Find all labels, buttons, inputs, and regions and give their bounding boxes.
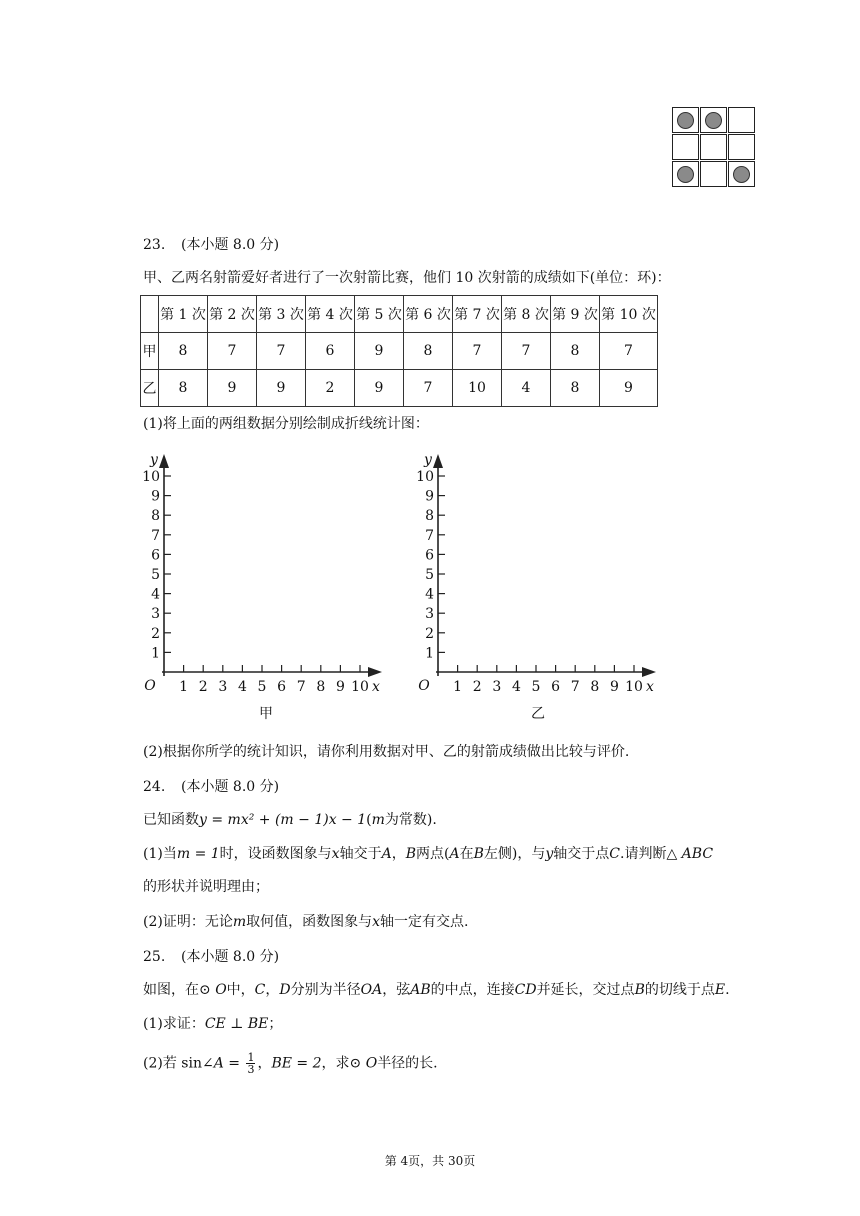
y-tick-label: 5: [425, 567, 434, 583]
grid-cell: [672, 134, 699, 160]
text: 时，设函数图象与: [219, 846, 332, 862]
variable: B: [473, 846, 484, 862]
x-tick-label: 1: [453, 679, 463, 695]
q24-intro: [143, 810, 437, 830]
x-axis-arrow-icon: [642, 667, 656, 677]
q25-part1: [143, 1014, 282, 1034]
text: (1)当: [143, 846, 177, 862]
score-cell: 8: [159, 370, 208, 407]
variable: m: [232, 914, 247, 930]
score-cell: 4: [502, 370, 551, 407]
variable: A: [213, 1055, 224, 1072]
variable: C: [254, 982, 266, 998]
q24-points: (本小题 8.0 分): [181, 779, 280, 795]
q24-number: 24.: [143, 779, 166, 795]
q23-points: (本小题 8.0 分): [181, 237, 280, 253]
column-header: 第 7 次: [453, 296, 502, 333]
x-tick-label: 6: [277, 679, 287, 695]
y-tick-label: 3: [151, 606, 160, 623]
q25-points: (本小题 8.0 分): [181, 949, 280, 965]
text: 在: [459, 846, 474, 862]
text: 并延长，交过点: [536, 982, 635, 998]
column-header: 第 10 次: [600, 296, 658, 333]
column-header: 第 3 次: [257, 296, 306, 333]
grid-cell: [700, 107, 727, 133]
x-tick-label: 7: [570, 679, 580, 695]
score-cell: 7: [453, 333, 502, 370]
text: 轴交于点: [553, 846, 610, 862]
origin-label: O: [144, 678, 156, 694]
y-axis-arrow-icon: [159, 454, 169, 468]
x-tick-label: 7: [296, 679, 306, 695]
text: 如图，在⊙: [143, 982, 216, 998]
text: (: [366, 812, 372, 828]
variable: x: [372, 914, 381, 930]
score-table-corner: [141, 296, 159, 333]
origin-label: O: [418, 678, 430, 694]
y-tick-label: 6: [425, 547, 434, 564]
y-tick-label: 1: [425, 645, 434, 662]
y-tick-label: 9: [151, 488, 160, 505]
y-tick-label: 7: [425, 527, 434, 544]
score-cell: 9: [355, 333, 404, 370]
column-header: 第 8 次: [502, 296, 551, 333]
blank-line-chart-yi: [414, 446, 674, 736]
score-cell: 2: [306, 370, 355, 407]
y-tick-label: 4: [425, 586, 434, 603]
y-tick-label: 1: [151, 645, 160, 662]
variable: D: [279, 982, 291, 998]
variable: B: [634, 982, 645, 998]
variable-m: m: [371, 812, 385, 828]
x-axis-arrow-icon: [368, 667, 382, 677]
variable: ABC: [681, 846, 714, 862]
y-axis-arrow-icon: [433, 454, 443, 468]
y-tick-label: 6: [151, 547, 160, 564]
variable: A: [449, 846, 460, 862]
page-footer: 第 4页，共 30页: [384, 1154, 476, 1168]
grid-cell: [672, 107, 699, 133]
x-tick-label: 9: [335, 679, 345, 695]
q23-heading: [143, 234, 279, 254]
text: (2)证明：无论: [143, 914, 233, 930]
variable: OA: [360, 982, 383, 998]
variable: y: [545, 846, 554, 862]
text: (2)若 sin∠: [143, 1055, 214, 1072]
score-cell: 8: [404, 333, 453, 370]
q23-part1: (1)将上面的两组数据分别绘制成折线统计图：: [143, 416, 429, 432]
grid-cell: [728, 134, 755, 160]
y-tick-label: 2: [151, 625, 160, 642]
q25-intro: [143, 980, 730, 1000]
text: (1)求证：: [143, 1016, 205, 1032]
perpendicular-formula: CE ⊥ BE: [204, 1016, 269, 1032]
circle-dot-icon: [677, 112, 694, 129]
text: ；: [268, 1016, 283, 1032]
text: =: [223, 1055, 245, 1072]
grid-cell: [700, 134, 727, 160]
x-tick-label: 5: [531, 679, 541, 695]
denominator: 3: [247, 1063, 255, 1076]
variable: O: [215, 982, 227, 998]
score-cell: 7: [502, 333, 551, 370]
text: 的切线于点: [644, 982, 715, 998]
q23-number: 23.: [143, 237, 166, 253]
score-cell: 9: [257, 370, 306, 407]
variable: O: [365, 1055, 378, 1072]
y-tick-label: 10: [142, 469, 160, 485]
x-tick-label: 2: [472, 679, 482, 695]
x-tick-label: 1: [179, 679, 189, 695]
variable: A: [381, 846, 392, 862]
text: 的中点，连接: [430, 982, 515, 998]
variable: E: [714, 982, 726, 998]
function-formula: y = mx² + (m − 1)x − 1: [199, 812, 367, 828]
text: .: [725, 982, 730, 998]
condition-formula: m = 1: [176, 846, 220, 862]
text: 半径的长.: [377, 1055, 438, 1072]
x-tick-label: 9: [609, 679, 619, 695]
score-cell: 7: [257, 333, 306, 370]
y-tick-label: 10: [416, 469, 434, 485]
grid-cell: [672, 161, 699, 187]
text: 已知函数: [143, 812, 199, 828]
x-axis-label: x: [646, 679, 654, 695]
column-header: 第 5 次: [355, 296, 404, 333]
x-tick-label: 3: [218, 679, 228, 695]
y-tick-label: 8: [151, 508, 160, 525]
score-cell: 7: [600, 333, 658, 370]
text: 中，: [226, 982, 255, 998]
q23-part2: (2)根据你所学的统计知识，请你利用数据对甲、乙的射箭成绩做出比较与评价.: [143, 744, 630, 760]
condition-formula: BE = 2: [271, 1055, 322, 1072]
score-cell: 8: [551, 370, 600, 407]
score-cell: 9: [208, 370, 257, 407]
score-cell: 7: [208, 333, 257, 370]
x-tick-label: 5: [257, 679, 267, 695]
column-header: 第 9 次: [551, 296, 600, 333]
text: ，求⊙: [321, 1055, 366, 1072]
fraction: [246, 1052, 255, 1075]
x-tick-label: 6: [551, 679, 561, 695]
score-cell: 8: [551, 333, 600, 370]
variable: CD: [514, 982, 537, 998]
y-axis-label: y: [424, 452, 432, 468]
x-tick-label: 10: [625, 679, 643, 695]
variable: x: [331, 846, 340, 862]
text: 取何值，函数图象与: [246, 914, 373, 930]
text: ，弦: [382, 982, 411, 998]
text: 两点(: [416, 846, 450, 862]
score-cell: 10: [453, 370, 502, 407]
dot-grid-figure: [672, 107, 756, 189]
variable: AB: [410, 982, 431, 998]
variable: C: [609, 846, 620, 862]
score-table-header-row: [141, 296, 658, 333]
q24-part1: [143, 844, 713, 864]
y-tick-label: 8: [425, 508, 434, 525]
numerator: 1: [247, 1051, 255, 1064]
score-table-row: [141, 333, 658, 370]
x-axis-label: x: [372, 679, 380, 695]
q24-part1-line2: 的形状并说明理由；: [143, 879, 269, 895]
column-header: 第 1 次: [159, 296, 208, 333]
q25-heading: [143, 946, 279, 966]
score-table-row: [141, 370, 658, 407]
text: ，: [391, 846, 406, 862]
variable: B: [405, 846, 416, 862]
text: 左侧)，与: [483, 846, 546, 862]
q25-part2: [143, 1052, 438, 1075]
blank-line-chart-jia: [140, 446, 400, 736]
y-tick-label: 7: [151, 527, 160, 544]
text: 为常数).: [384, 812, 437, 828]
row-label: 乙: [141, 370, 159, 407]
x-tick-label: 3: [492, 679, 502, 695]
y-tick-label: 9: [425, 488, 434, 505]
x-tick-label: 2: [198, 679, 208, 695]
score-cell: 7: [404, 370, 453, 407]
circle-dot-icon: [705, 112, 722, 129]
chart-caption: 乙: [531, 706, 545, 722]
score-cell: 9: [600, 370, 658, 407]
circle-dot-icon: [733, 166, 750, 183]
circle-dot-icon: [677, 166, 694, 183]
x-tick-label: 8: [316, 679, 326, 695]
x-tick-label: 4: [511, 679, 521, 695]
text: ，: [257, 1055, 272, 1072]
text: 轴一定有交点.: [380, 914, 469, 930]
y-tick-label: 3: [425, 606, 434, 623]
x-tick-label: 4: [237, 679, 247, 695]
y-tick-label: 5: [151, 567, 160, 583]
q24-heading: [143, 776, 279, 796]
score-table: [140, 295, 658, 407]
column-header: 第 2 次: [208, 296, 257, 333]
y-tick-label: 4: [151, 586, 160, 603]
column-header: 第 6 次: [404, 296, 453, 333]
q23-intro: 甲、乙两名射箭爱好者进行了一次射箭比赛，他们 10 次射箭的成绩如下(单位：环)：: [143, 270, 671, 286]
x-tick-label: 8: [590, 679, 600, 695]
grid-cell: [728, 107, 755, 133]
score-cell: 6: [306, 333, 355, 370]
score-cell: 8: [159, 333, 208, 370]
text: 轴交于: [339, 846, 382, 862]
y-axis-label: y: [150, 452, 158, 468]
chart-caption: 甲: [259, 706, 273, 722]
column-header: 第 4 次: [306, 296, 355, 333]
text: ，: [265, 982, 280, 998]
q25-number: 25.: [143, 949, 166, 965]
row-label: 甲: [141, 333, 159, 370]
text: .请判断△: [620, 846, 682, 862]
grid-cell: [728, 161, 755, 187]
text: 分别为半径: [290, 982, 361, 998]
grid-cell: [700, 161, 727, 187]
x-tick-label: 10: [351, 679, 369, 695]
q24-part2: [143, 912, 468, 932]
score-cell: 9: [355, 370, 404, 407]
y-tick-label: 2: [425, 625, 434, 642]
